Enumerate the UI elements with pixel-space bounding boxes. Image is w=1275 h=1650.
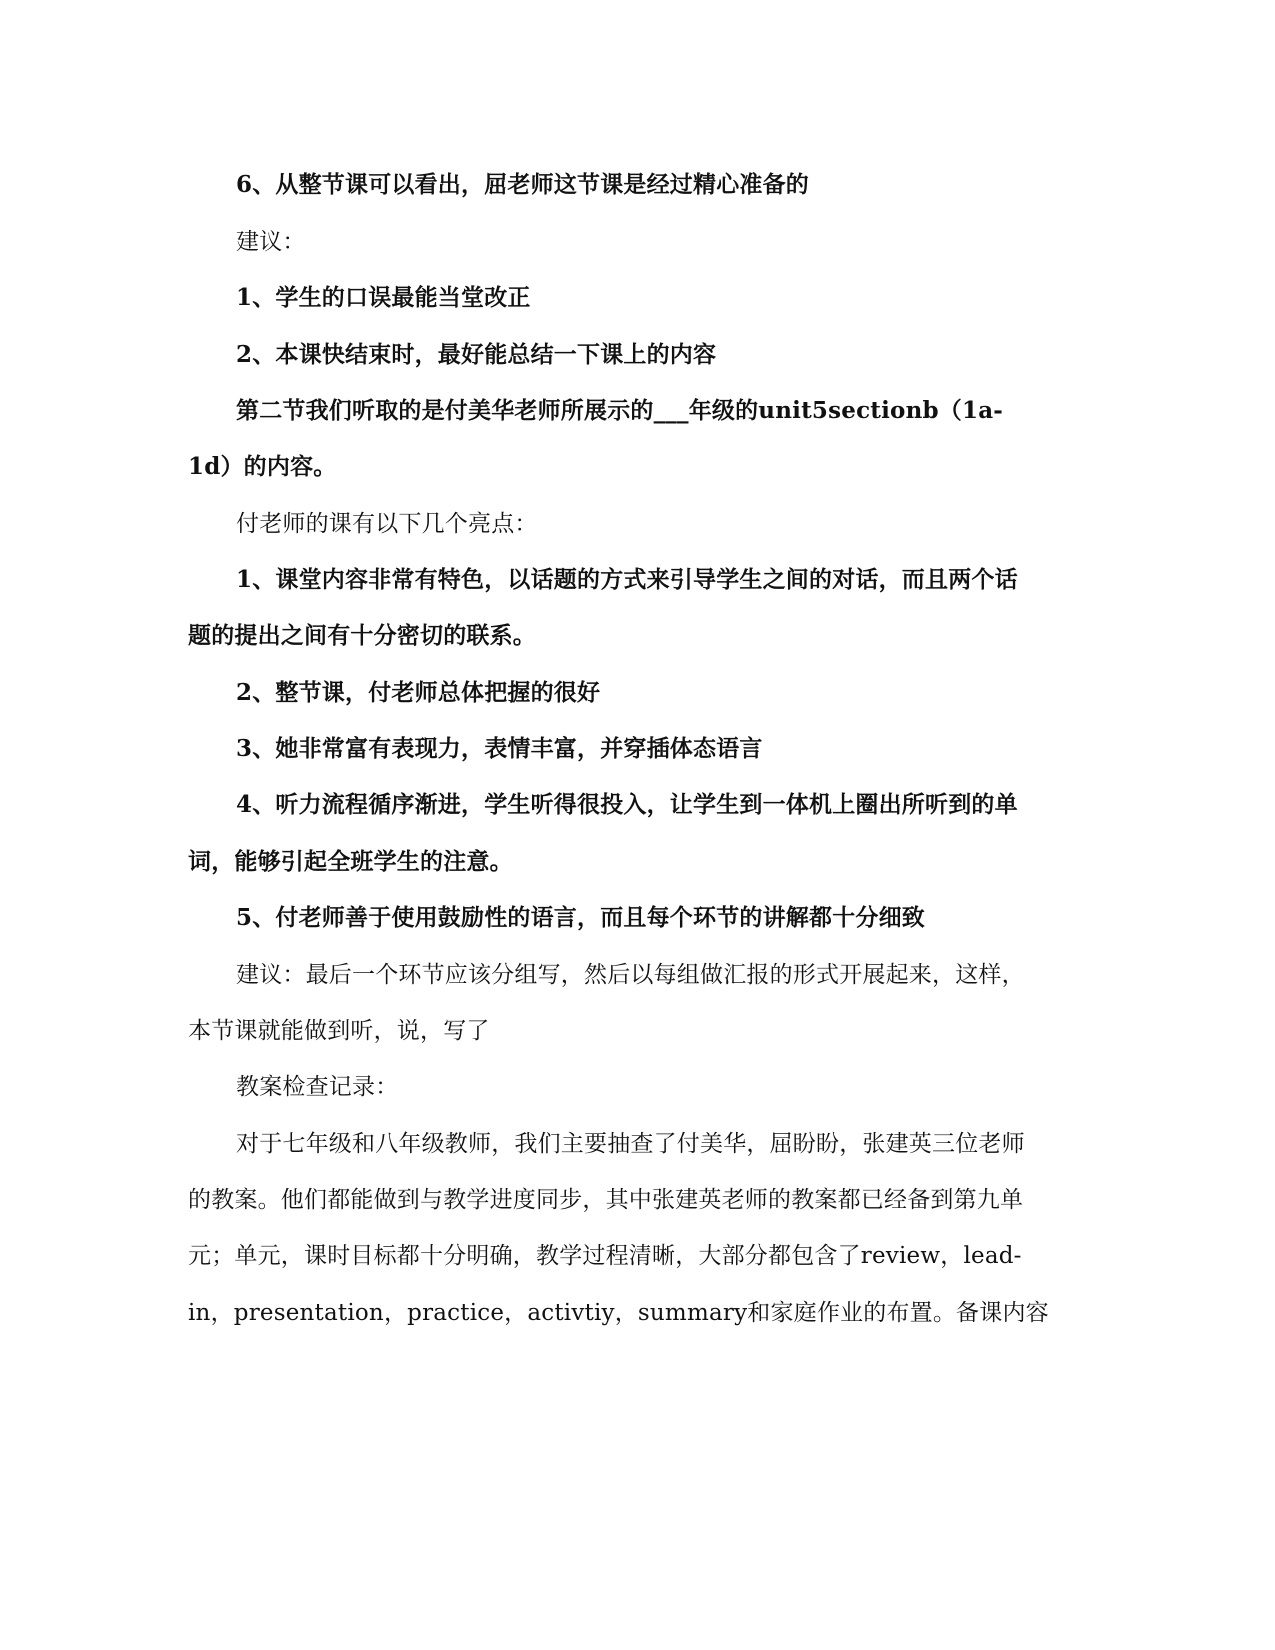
paragraph-line: 词，能够引起全班学生的注意。 [188,848,513,875]
paragraph-line: 1、课堂内容非常有特色，以话题的方式来引导学生之间的对话，而且两个话 [236,566,1018,593]
paragraph-line: 3、她非常富有表现力，表情丰富，并穿插体态语言 [236,735,763,762]
paragraph-line: 元；单元，课时目标都十分明确，教学过程清晰，大部分都包含了review，lead- [188,1243,1022,1269]
paragraph-line: 教案检查记录： [236,1074,399,1100]
paragraph-line: 1d）的内容。 [188,453,337,480]
paragraph-line: 6、从整节课可以看出，屈老师这节课是经过精心准备的 [236,171,810,198]
paragraph-line: 5、付老师善于使用鼓励性的语言，而且每个环节的讲解都十分细致 [236,904,926,931]
paragraph-line: 对于七年级和八年级教师，我们主要抽查了付美华，屈盼盼，张建英三位老师 [236,1131,1025,1157]
paragraph-line: 第二节我们听取的是付美华老师所展示的___年级的unit5sectionb（1a- [236,397,1004,424]
paragraph-line: 本节课就能做到听，说，写了 [188,1018,490,1044]
paragraph-line: in，presentation，practice，activtiy，summary和家庭作业的布置。备课内容 [188,1300,1049,1326]
paragraph-line: 2、整节课，付老师总体把握的很好 [236,679,601,706]
paragraph-line: 付老师的课有以下几个亮点： [236,511,538,537]
paragraph-line: 的教案。他们都能做到与教学进度同步，其中张建英老师的教案都已经备到第九单 [188,1187,1024,1213]
paragraph-line: 建议：最后一个环节应该分组写，然后以每组做汇报的形式开展起来，这样， [236,962,1025,988]
paragraph-line: 建议： [236,229,306,255]
paragraph-line: 1、学生的口误最能当堂改正 [236,284,531,311]
paragraph-line: 2、本课快结束时，最好能总结一下课上的内容 [236,341,717,368]
paragraph-line: 4、听力流程循序渐进，学生听得很投入，让学生到一体机上圈出所听到的单 [236,791,1018,818]
paragraph-line: 题的提出之间有十分密切的联系。 [188,622,536,649]
